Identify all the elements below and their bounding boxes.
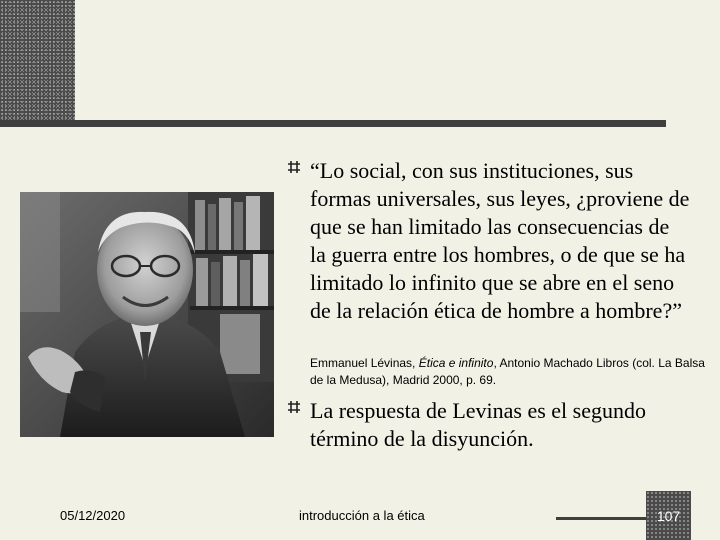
header-rule <box>0 120 666 127</box>
answer-text: La respuesta de Levinas es el segundo término de la disyunción. <box>310 398 646 451</box>
page-number: 107 <box>656 508 681 524</box>
corner-decoration-texture <box>0 0 75 120</box>
portrait-photo <box>20 192 274 437</box>
square-hash-bullet-icon <box>287 400 301 414</box>
quote-text: “Lo social, con sus instituciones, sus formas universales, sus leyes, ¿proviene de que se han limitado las consecuencias de la guerra entre los hombres, o de que se ha limitado lo infinito que se abre en el seno de la relación ética de hombre a hombre?” <box>310 158 690 323</box>
footer-rule <box>556 517 646 520</box>
footer-date: 05/12/2020 <box>60 508 126 523</box>
square-hash-bullet-icon <box>287 160 301 174</box>
citation-book-title: Ética e infinito <box>418 356 494 370</box>
citation-publisher: , Antonio Machado Libros (col. La Balsa de la Medusa), Madrid 2000, p. 69. <box>310 356 705 387</box>
footer-title: introducción a la ética <box>299 508 425 523</box>
citation <box>310 355 705 389</box>
citation-author: Emmanuel Lévinas, <box>310 356 419 370</box>
